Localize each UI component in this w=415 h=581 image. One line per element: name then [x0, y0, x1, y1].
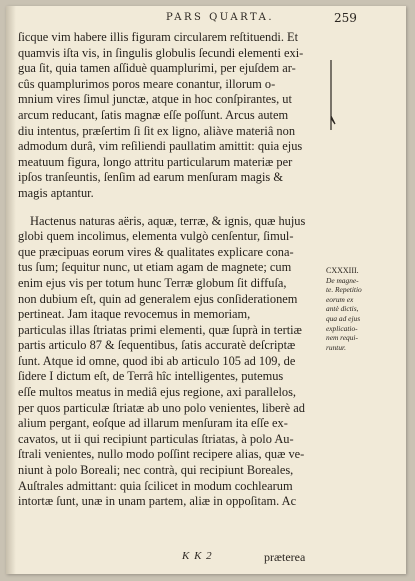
text-line: ipſos tranſeuntis, ſenſim ad earum menſuram magis & — [18, 170, 283, 185]
gutter-shadow — [6, 6, 16, 574]
paragraph-gap — [18, 202, 322, 214]
text-line: magis aptantur. — [18, 185, 94, 200]
text-line: intortæ ſunt, unæ in unam partem, aliæ in oppoſitam. Ac — [18, 494, 297, 509]
margin-note-line: runtur. — [326, 342, 346, 352]
text-line: per quos particulæ ſtriatæ ab uno polo venientes, liberè ad — [18, 400, 305, 415]
book-page — [6, 6, 406, 574]
text-line: particulas illas ſtriatas primi elementi, quæ ſuprà in tertiæ — [18, 322, 302, 337]
text-line: alium pergant, eoſque ad illarum menſuram ita eſſe ex- — [18, 416, 288, 431]
text-line: diu intentus, præſertim ſi ſit ex ligno, aliàve materiâ non — [18, 123, 296, 138]
text-line: mnium vires ſimul junctæ, atque in hoc conſpirantes, ut — [18, 92, 292, 107]
text-line: cavatos, ut ii qui recipiunt particulas ſtriatas, à polo Au- — [18, 431, 294, 446]
text-line: ſicque vim habere illis figuram circularem reſtituendi. Et — [18, 30, 299, 44]
margin-note-line: explicatio- — [326, 323, 358, 333]
text-line: ſtrali venientes, nullo modo poſſint recipere alias, quæ ve- — [18, 447, 305, 462]
text-line: que præcipuas eorum vires & qualitates explicare cona- — [18, 244, 294, 259]
margin-note — [326, 266, 400, 352]
text-line: eſſe multos meatus in mediâ ejus regione, axi parallelos, — [18, 385, 297, 400]
text-line: admodum durâ, vim reſiliendi paullatim amittit: quia ejus — [18, 139, 303, 154]
margin-note-line: te. Repetitio — [326, 285, 362, 295]
text-line: arcum reducant, ſatis magnæ eſſe poſſunt. Arcus autem — [18, 107, 289, 122]
signature-mark: K K 2 — [182, 550, 213, 562]
text-line: ſidere I dictum eſt, de Terrâ hîc intelligentes, putemus — [18, 369, 284, 384]
running-head: PARS QUARTA. — [166, 12, 275, 23]
margin-note-line: eorum ex — [326, 294, 354, 304]
text-line: quamvis iſta vis, in ſingulis globulis ſecundi elementi exi- — [18, 45, 304, 60]
text-line: ſunt. Atque id omne, quod ibi ab articulo 105 ad 109, de — [18, 353, 296, 368]
paragraph-2 — [18, 214, 322, 510]
text-line: tus ſum; ſequitur nunc, ut etiam agam de magnete; cum — [18, 260, 292, 275]
page-number: 259 — [334, 11, 357, 25]
catchword: præterea — [264, 550, 306, 564]
page-footer — [6, 550, 406, 566]
text-line: enim ejus vis per totum hunc Terræ globum ſit diffuſa, — [18, 275, 287, 290]
text-line: cûs quamplurimos poros meare conantur, illorum o- — [18, 76, 276, 91]
margin-note-line: antè dictis, — [326, 304, 359, 314]
body-text — [18, 30, 322, 510]
margin-note-line: nem requi- — [326, 333, 358, 343]
page-header — [6, 12, 406, 28]
paragraph-1 — [18, 30, 322, 202]
text-line: Hactenus naturas aëris, aquæ, terræ, & ignis, quæ hujus — [30, 213, 306, 228]
margin-note-line: qua ad ejus — [326, 313, 361, 323]
text-line: non dubium eſt, quin ad generalem ejus conſiderationem — [18, 291, 298, 306]
text-line: pertineat. Jam itaque revocemus in memoriam, — [18, 307, 251, 322]
text-line: meatuum figura, longo attritu particularum materiæ per — [18, 154, 293, 169]
text-line: Auſtrales admittant: quia ſcilicet in modum cochlearum — [18, 478, 293, 493]
text-line: partis articulo 87 & ſequentibus, ſatis accuratè deſcriptæ — [18, 338, 296, 353]
text-line: gua ſit, quia tamen aſſiduè quamplurimi, per ejuſdem ar- — [18, 61, 296, 76]
margin-note-number: CXXXIII. — [326, 266, 359, 275]
margin-note-line: De magne- — [326, 275, 359, 285]
text-line: niunt à polo Boreali; nec contrà, qui recipiunt Boreales, — [18, 463, 294, 478]
text-line: globi quem incolimus, elementa vulgò cenſentur, ſimul- — [18, 229, 294, 244]
margin-bracket-mark — [328, 58, 338, 132]
